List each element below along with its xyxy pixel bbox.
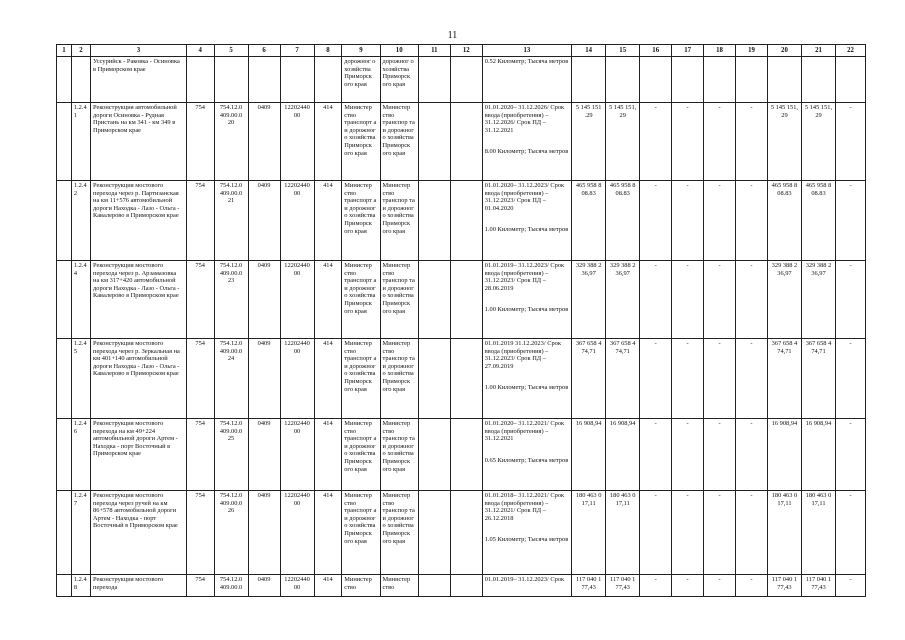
cell-c22: -	[836, 419, 866, 491]
cell-c14: 367 658 4 74,71	[572, 339, 606, 419]
cell-c5: 754.12.0 409.00.0 21	[214, 181, 248, 261]
cell-c20: 5 145 151, 29	[767, 103, 801, 181]
cell-c15: 117 040 1 77,43	[606, 575, 640, 597]
cell-c3: Реконструкция мостового перехода через ручей на км 86+578 автомобильной дороги Артем - Находка - порт Восточный в Приморском крае	[91, 491, 187, 575]
cell-c2: 1.2.45	[71, 339, 90, 419]
column-header: 11	[418, 45, 450, 57]
table-row	[57, 261, 866, 339]
cell-c9: дорожног о хозяйства Приморск ого края	[342, 57, 380, 103]
cell-c20: 16 908,94	[767, 419, 801, 491]
deadline-text: 01.01.2019– 31.12.2023/ Срок ввода (приобретения) – 31.12.2023/ Срок ПД – 28.06.2019	[484, 262, 565, 292]
column-header: 8	[314, 45, 342, 57]
cell-c12	[450, 261, 482, 339]
cell-c10: Министер ство	[380, 575, 418, 597]
cell-c13	[482, 575, 571, 597]
cell-c16: -	[640, 103, 672, 181]
cell-c20: 180 463 0 17,11	[767, 491, 801, 575]
cell-c16: -	[640, 261, 672, 339]
cell-c14: 16 908,94	[572, 419, 606, 491]
cell-c2: 1.2.47	[71, 491, 90, 575]
cell-c8: 414	[314, 339, 342, 419]
cell-c21: 367 658 4 74,71	[801, 339, 835, 419]
cell-c5: 754.12.0 409.00.0	[214, 575, 248, 597]
cell-c6: 0409	[248, 261, 280, 339]
cell-c8: 414	[314, 575, 342, 597]
cell-c8: 414	[314, 181, 342, 261]
table-row	[57, 57, 866, 103]
cell-c9: Министер ство транспорт а и дорожног о хозяйства Приморск ого края	[342, 419, 380, 491]
cell-col1	[57, 57, 72, 103]
cell-c18: -	[704, 181, 736, 261]
cell-c5	[214, 57, 248, 103]
cell-c2: 1.2.46	[71, 419, 90, 491]
cell-c11	[418, 103, 450, 181]
cell-c9: Министер ство транспорт а и дорожног о хозяйства Приморск ого края	[342, 181, 380, 261]
cell-c10: Министер ство транспор та и дорожног о хозяйства Приморск ого края	[380, 491, 418, 575]
cell-c5: 754.12.0 409.00.0 20	[214, 103, 248, 181]
column-header: 20	[767, 45, 801, 57]
cell-c16	[640, 57, 672, 103]
cell-c22: -	[836, 103, 866, 181]
cell-c13	[482, 419, 571, 491]
cell-c12	[450, 103, 482, 181]
cell-c11	[418, 57, 450, 103]
cell-c4: 754	[186, 339, 214, 419]
cell-c17: -	[672, 103, 704, 181]
cell-c17	[672, 57, 704, 103]
cell-c20	[767, 57, 801, 103]
cell-c3: Реконструкция автомобильной дороги Осиновка - Рудная Пристань на км 341 - км 349 в Приморском крае	[91, 103, 187, 181]
cell-c19: -	[736, 181, 768, 261]
cell-col1	[57, 103, 72, 181]
cell-c20: 465 958 8 08.83	[767, 181, 801, 261]
cell-c19: -	[736, 339, 768, 419]
cell-c6: 0409	[248, 181, 280, 261]
cell-c10: Министер ство транспор та и дорожног о хозяйства Приморск ого края	[380, 181, 418, 261]
cell-c13	[482, 491, 571, 575]
deadline-text: 01.01.2019– 31.12.2023/ Срок	[484, 576, 565, 583]
cell-col1	[57, 575, 72, 597]
cell-c4: 754	[186, 575, 214, 597]
cell-c3: Реконструкция мостового перехода	[91, 575, 187, 597]
cell-c16: -	[640, 491, 672, 575]
column-header: 15	[606, 45, 640, 57]
cell-c21: 16 908,94	[801, 419, 835, 491]
deadline-text: 01.01.2020– 31.12.2021/ Срок ввода (приобретения) – 31.12.2021	[484, 420, 565, 443]
cell-c3: Реконструкция мостового перехода через р. Арзамазовка на км 317+420 автомобильной дороги Находка - Лазо - Ольга - Кавалерово в Приморском крае	[91, 261, 187, 339]
cell-c16: -	[640, 419, 672, 491]
cell-c11	[418, 261, 450, 339]
cell-c19: -	[736, 103, 768, 181]
cell-c4	[186, 57, 214, 103]
cell-c6: 0409	[248, 339, 280, 419]
cell-c10: Министер ство транспор та и дорожног о хозяйства Приморск ого края	[380, 103, 418, 181]
cell-c2	[71, 57, 90, 103]
cell-c6: 0409	[248, 419, 280, 491]
cell-c4: 754	[186, 491, 214, 575]
deadline-text: 01.01.2018– 31.12.2021/ Срок ввода (приобретения) – 31.12.2021/ Срок ПД – 26.12.2018	[484, 492, 565, 522]
cell-c11	[418, 491, 450, 575]
cell-c21: 5 145 151, 29	[801, 103, 835, 181]
cell-c17: -	[672, 491, 704, 575]
cell-c15: 465 958 8 08.83	[606, 181, 640, 261]
cell-c7: 12202440 00	[280, 419, 314, 491]
cell-c9: Министер ство	[342, 575, 380, 597]
cell-c14: 5 145 151 .29	[572, 103, 606, 181]
cell-c16: -	[640, 575, 672, 597]
cell-c20: 367 658 4 74,71	[767, 339, 801, 419]
cell-c19: -	[736, 261, 768, 339]
cell-c5: 754.12.0 409.00.0 25	[214, 419, 248, 491]
cell-c11	[418, 575, 450, 597]
cell-c15: 367 658 4 74,71	[606, 339, 640, 419]
cell-c20: 117 040 1 77,43	[767, 575, 801, 597]
cell-c18: -	[704, 419, 736, 491]
cell-c9: Министер ство транспорт а и дорожног о хозяйства Приморск ого края	[342, 261, 380, 339]
deadline-text: 01.01.2020– 31.12.2026/ Срок ввода (приобретения) – 31.12.2026/ Срок ПД – 31.12.2021	[484, 104, 565, 134]
cell-c3: Реконструкция мостового перехода через р. Зеркальная на км 401+140 автомобильной дороги Находка - Лазо - Ольга - Кавалерово в Приморском крае	[91, 339, 187, 419]
cell-c10: Министер ство транспор та и дорожног о хозяйства Приморск ого края	[380, 419, 418, 491]
cell-c12	[450, 339, 482, 419]
cell-c9: Министер ство транспорт а и дорожног о хозяйства Приморск ого края	[342, 491, 380, 575]
page-number: 11	[447, 30, 458, 41]
cell-c14: 465 958 8 08.83	[572, 181, 606, 261]
column-header: 21	[801, 45, 835, 57]
cell-c22: -	[836, 491, 866, 575]
capacity-text: 0.52 Километр; Тысяча метров	[484, 58, 569, 65]
deadline-text: 01.01.2020– 31.12.2023/ Срок ввода (приобретения) – 31.12.2023/ Срок ПД – 01.04.2020	[484, 182, 565, 212]
cell-c6: 0409	[248, 575, 280, 597]
cell-col1	[57, 419, 72, 491]
cell-c7: 12202440 00	[280, 261, 314, 339]
cell-c20: 329 388 2 36,97	[767, 261, 801, 339]
cell-c21: 117 040 1 77,43	[801, 575, 835, 597]
cell-c4: 754	[186, 103, 214, 181]
cell-c12	[450, 57, 482, 103]
column-header: 4	[186, 45, 214, 57]
cell-c17: -	[672, 575, 704, 597]
cell-c18: -	[704, 575, 736, 597]
cell-c13	[482, 339, 571, 419]
cell-c15: 329 388 2 36,97	[606, 261, 640, 339]
column-header: 22	[836, 45, 866, 57]
table-row	[57, 419, 866, 491]
column-header: 10	[380, 45, 418, 57]
table-body	[57, 45, 866, 597]
budget-table	[56, 44, 866, 597]
cell-c15: 180 463 0 17,11	[606, 491, 640, 575]
cell-c15: 5 145 151, 29	[606, 103, 640, 181]
capacity-text: 1.00 Километр; Тысяча метров	[484, 306, 569, 314]
capacity-text: 0.65 Километр; Тысяча метров	[484, 456, 569, 464]
table-row	[57, 339, 866, 419]
cell-c5: 754.12.0 409.00.0 24	[214, 339, 248, 419]
cell-c5: 754.12.0 409.00.0 23	[214, 261, 248, 339]
cell-c22: -	[836, 575, 866, 597]
cell-c3: Реконструкция мостового перехода через р. Партизанская на км 11+576 автомобильной дороги Находка - Лазо - Ольга - Кавалерово в Приморском крае	[91, 181, 187, 261]
cell-c21	[801, 57, 835, 103]
deadline-text: 01.01.2019 31.12.2023/ Срок ввода (приобретения) – 31.12.2023/ Срок ПД – 27.09.2019	[484, 340, 561, 370]
cell-c17: -	[672, 181, 704, 261]
cell-col1	[57, 339, 72, 419]
column-header: 3	[91, 45, 187, 57]
cell-c19: -	[736, 491, 768, 575]
cell-c3: Уссурийск - Раковка - Осиновка в Приморском крае	[91, 57, 187, 103]
cell-c22: -	[836, 261, 866, 339]
cell-c16: -	[640, 181, 672, 261]
column-header: 5	[214, 45, 248, 57]
cell-c7: 12202440 00	[280, 103, 314, 181]
cell-col1	[57, 491, 72, 575]
cell-c16: -	[640, 339, 672, 419]
cell-c2: 1.2.48	[71, 575, 90, 597]
cell-c6: 0409	[248, 491, 280, 575]
cell-c12	[450, 491, 482, 575]
cell-c5: 754.12.0 409.00.0 26	[214, 491, 248, 575]
cell-c17: -	[672, 419, 704, 491]
cell-c3: Реконструкция мостового перехода на км 49+224 автомобильной дороги Артем - Находка - порт Восточный в Приморском крае	[91, 419, 187, 491]
table-row	[57, 181, 866, 261]
cell-c18	[704, 57, 736, 103]
cell-c15: 16 908,94	[606, 419, 640, 491]
cell-c10: дорожног о хозяйства Приморск ого края	[380, 57, 418, 103]
cell-c22	[836, 57, 866, 103]
cell-c21: 329 388 2 36,97	[801, 261, 835, 339]
cell-c21: 465 958 8 08.83	[801, 181, 835, 261]
cell-c6	[248, 57, 280, 103]
cell-c11	[418, 181, 450, 261]
capacity-text: 1.00 Километр; Тысяча метров	[484, 384, 569, 392]
cell-c22: -	[836, 339, 866, 419]
column-header: 16	[640, 45, 672, 57]
column-header: 2	[71, 45, 90, 57]
column-header: 14	[572, 45, 606, 57]
capacity-text: 8.00 Километр; Тысяча метров	[484, 148, 569, 156]
cell-c4: 754	[186, 419, 214, 491]
table-row	[57, 103, 866, 181]
cell-c19: -	[736, 419, 768, 491]
column-header: 6	[248, 45, 280, 57]
cell-c12	[450, 419, 482, 491]
cell-c7: 12202440 00	[280, 181, 314, 261]
cell-c19	[736, 57, 768, 103]
cell-c14: 117 040 1 77,43	[572, 575, 606, 597]
column-header: 19	[736, 45, 768, 57]
column-header: 7	[280, 45, 314, 57]
column-header: 13	[482, 45, 571, 57]
cell-c8: 414	[314, 261, 342, 339]
cell-c18: -	[704, 103, 736, 181]
cell-c7: 12202440 00	[280, 339, 314, 419]
column-header: 9	[342, 45, 380, 57]
column-header: 1	[57, 45, 72, 57]
cell-c17: -	[672, 339, 704, 419]
table-row	[57, 491, 866, 575]
cell-c13	[482, 181, 571, 261]
column-header: 17	[672, 45, 704, 57]
cell-c10: Министер ство транспор та и дорожног о хозяйства Приморск ого края	[380, 339, 418, 419]
cell-c8: 414	[314, 103, 342, 181]
capacity-text: 1.00 Километр; Тысяча метров	[484, 226, 569, 234]
cell-c21: 180 463 0 17,11	[801, 491, 835, 575]
cell-col1	[57, 181, 72, 261]
cell-c6: 0409	[248, 103, 280, 181]
cell-c2: 1.2.42	[71, 181, 90, 261]
cell-c17: -	[672, 261, 704, 339]
cell-c8: 414	[314, 419, 342, 491]
cell-c14: 180 463 0 17,11	[572, 491, 606, 575]
cell-c22: -	[836, 181, 866, 261]
column-header: 12	[450, 45, 482, 57]
cell-c12	[450, 181, 482, 261]
column-header-row	[57, 45, 866, 57]
cell-c18: -	[704, 491, 736, 575]
cell-c13	[482, 261, 571, 339]
cell-c10: Министер ство транспор та и дорожног о хозяйства Приморск ого края	[380, 261, 418, 339]
capacity-text: 1.05 Километр; Тысяча метров	[484, 536, 569, 544]
cell-c8: 414	[314, 491, 342, 575]
cell-col1	[57, 261, 72, 339]
cell-c8	[314, 57, 342, 103]
cell-c15	[606, 57, 640, 103]
cell-c4: 754	[186, 181, 214, 261]
cell-c11	[418, 339, 450, 419]
cell-c4: 754	[186, 261, 214, 339]
cell-c9: Министер ство транспорт а и дорожног о хозяйства Приморск ого края	[342, 103, 380, 181]
cell-c18: -	[704, 261, 736, 339]
cell-c18: -	[704, 339, 736, 419]
cell-c7: 12202440 00	[280, 491, 314, 575]
cell-c7	[280, 57, 314, 103]
table-row	[57, 575, 866, 597]
cell-c2: 1.2.41	[71, 103, 90, 181]
column-header: 18	[704, 45, 736, 57]
cell-c13	[482, 103, 571, 181]
cell-c14: 329 388 2 36,97	[572, 261, 606, 339]
cell-c2: 1.2.44	[71, 261, 90, 339]
cell-c14	[572, 57, 606, 103]
cell-c13	[482, 57, 571, 103]
cell-c11	[418, 419, 450, 491]
cell-c7: 12202440 00	[280, 575, 314, 597]
cell-c19: -	[736, 575, 768, 597]
cell-c9: Министер ство транспорт а и дорожног о хозяйства Приморск ого края	[342, 339, 380, 419]
cell-c12	[450, 575, 482, 597]
